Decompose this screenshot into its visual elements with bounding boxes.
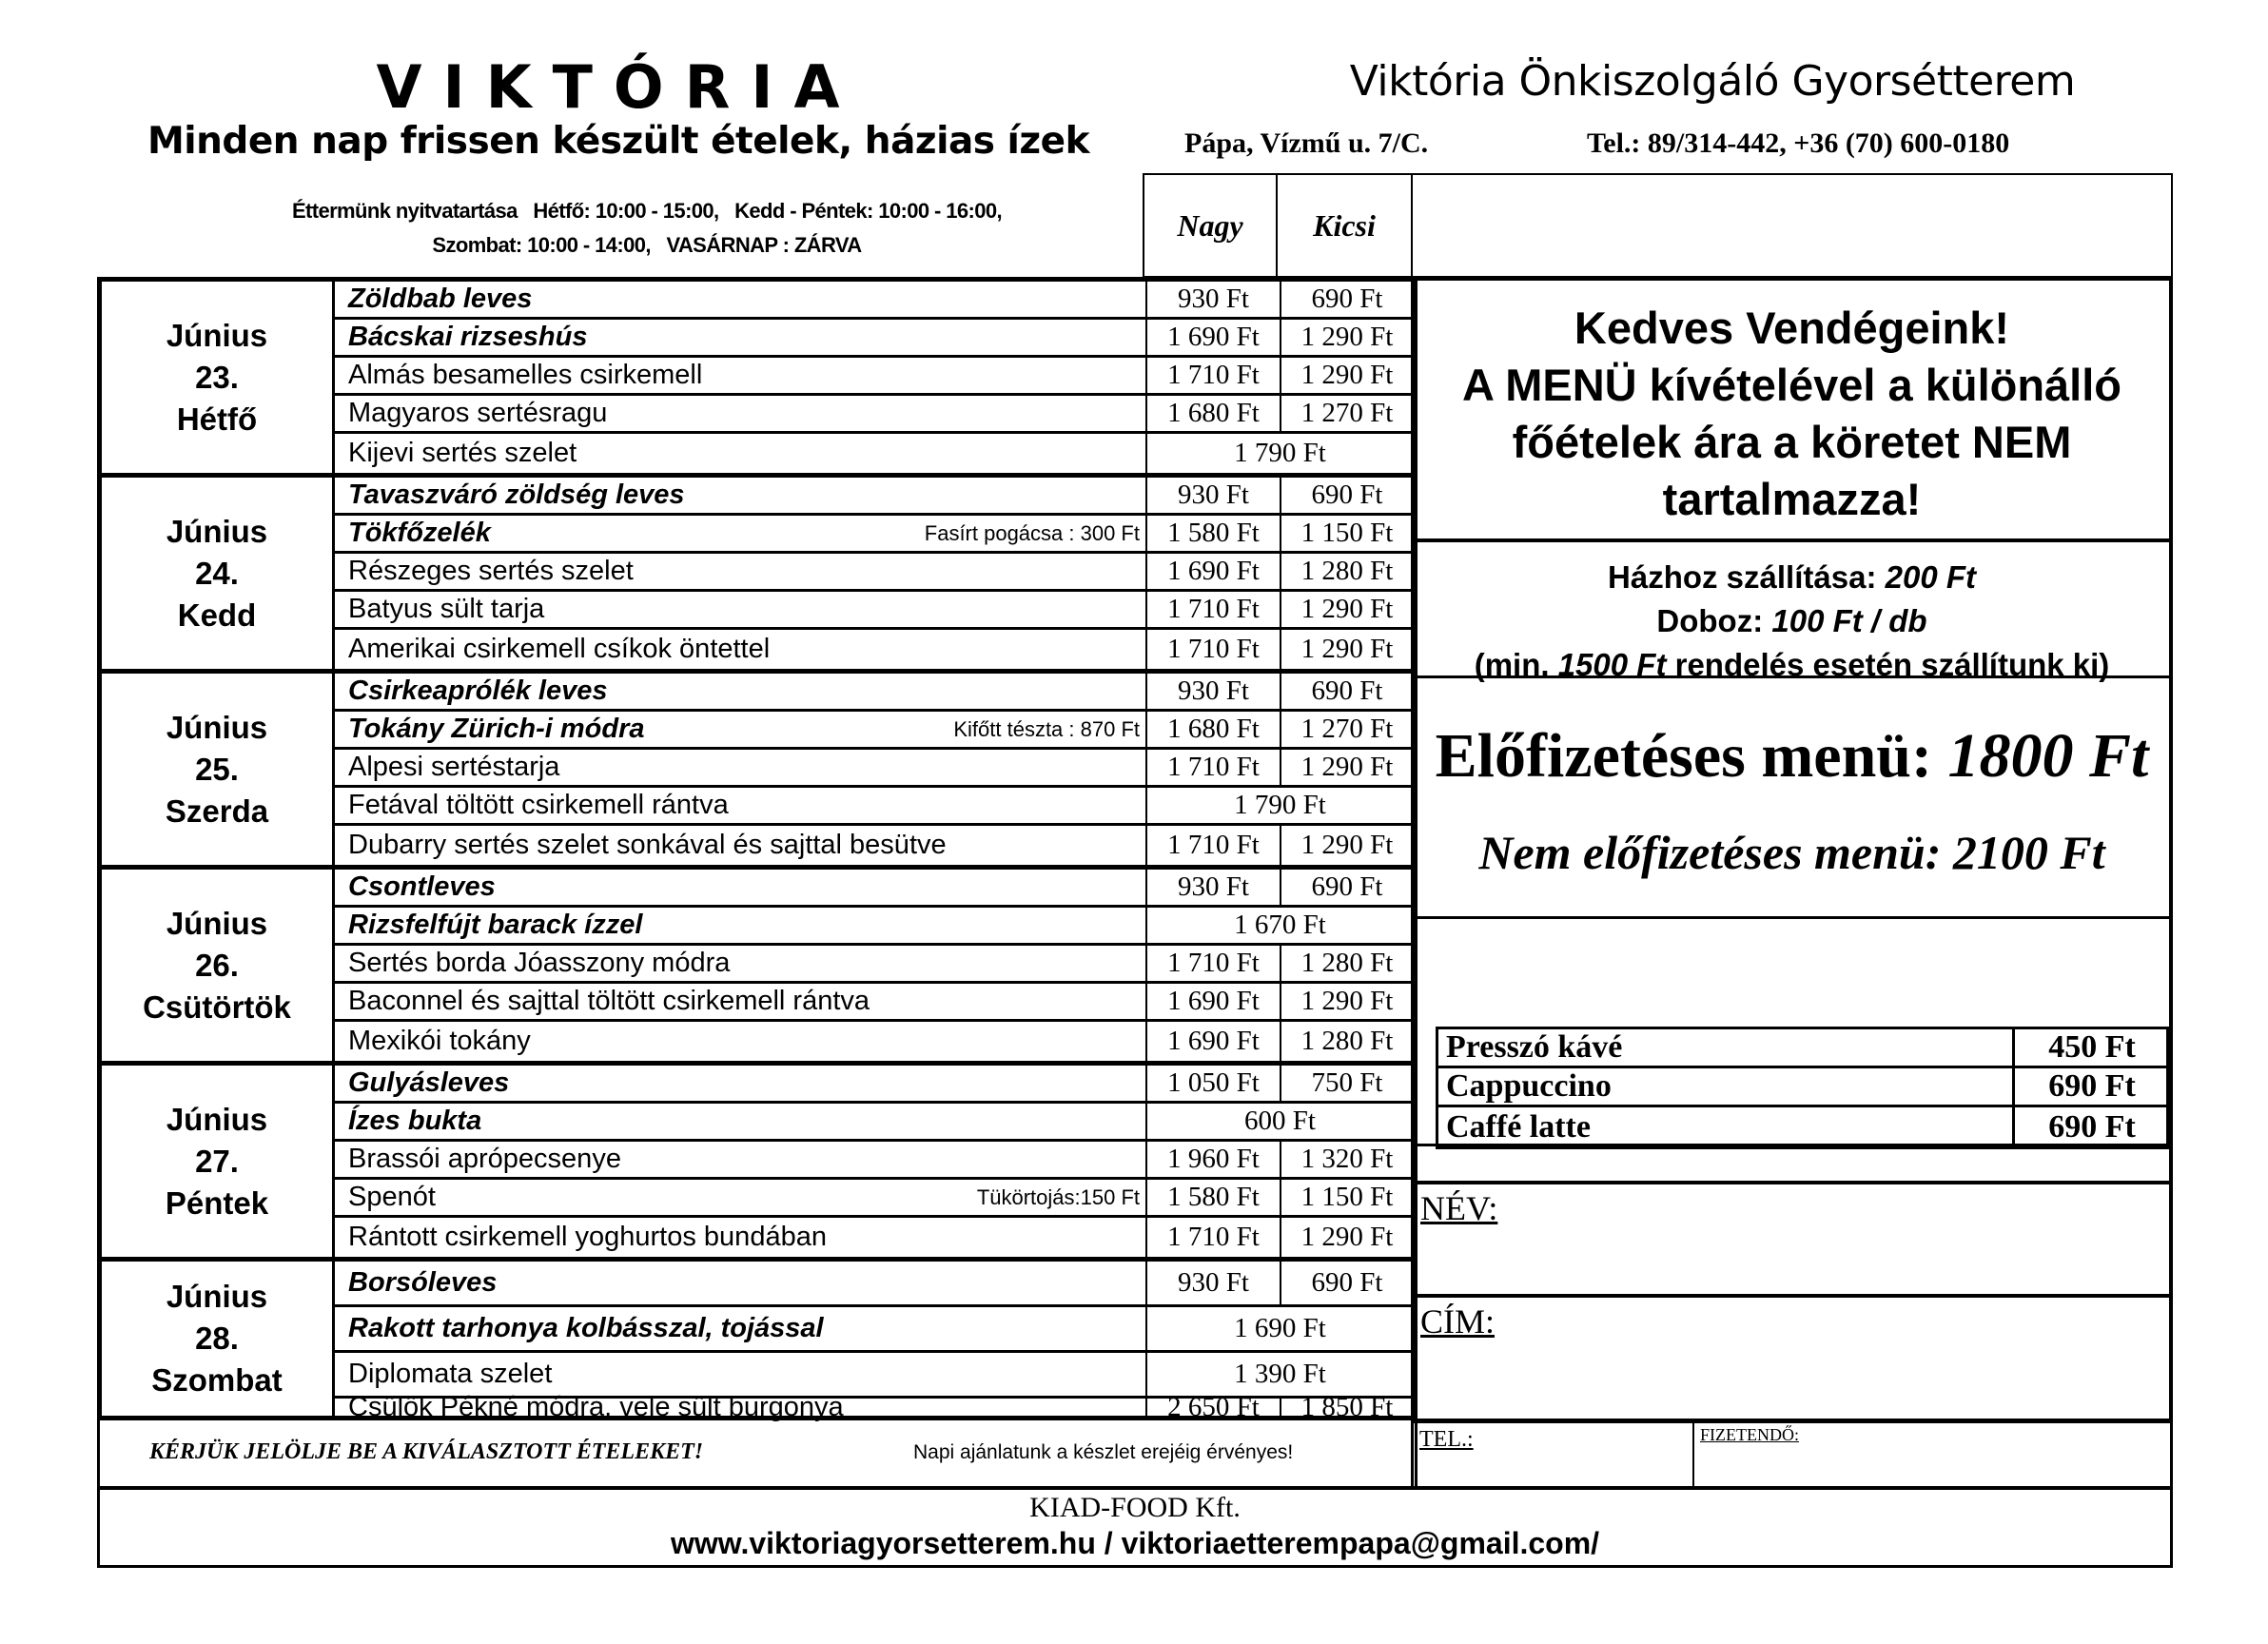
dish-name: Amerikai csirkemell csíkok öntettel bbox=[348, 634, 771, 664]
notice-box bbox=[1415, 281, 2169, 542]
order-notes bbox=[97, 1419, 1418, 1489]
subscription-price bbox=[1415, 720, 2169, 793]
menu-item-row[interactable] bbox=[335, 788, 1413, 826]
dish-name-cell bbox=[335, 516, 1147, 551]
day-block bbox=[102, 870, 1413, 1066]
day-date: 27. bbox=[195, 1143, 239, 1179]
day-month: Június bbox=[166, 905, 268, 941]
large-portion-price: 1 680 Ft bbox=[1147, 396, 1281, 431]
dish-name: Tökfőzelék bbox=[348, 518, 491, 548]
dish-name-cell bbox=[335, 826, 1147, 865]
small-portion-price: 1 290 Ft bbox=[1300, 594, 1394, 624]
day-block bbox=[102, 1262, 1413, 1422]
day-month: Június bbox=[166, 1279, 268, 1314]
menu-item-row[interactable] bbox=[335, 1180, 1413, 1218]
large-portion-price: 1 680 Ft bbox=[1147, 712, 1281, 747]
day-label bbox=[102, 1066, 335, 1257]
day-label bbox=[102, 478, 335, 669]
dish-name-cell bbox=[335, 1022, 1147, 1061]
selection-instruction: KÉRJÜK JELÖLJE BE A KIVÁLASZTOTT ÉTELEKET! bbox=[149, 1439, 704, 1464]
order-name-field[interactable] bbox=[1415, 1181, 2169, 1298]
day-block bbox=[102, 282, 1413, 478]
coffee-name: Cappuccino bbox=[1446, 1068, 1612, 1104]
dish-name: Tavaszváró zöldség leves bbox=[348, 480, 685, 510]
dish-name-cell bbox=[335, 870, 1147, 905]
menu-item-row[interactable] bbox=[335, 946, 1413, 984]
dish-name-cell bbox=[335, 358, 1147, 393]
large-portion-price: 1 710 Ft bbox=[1147, 826, 1281, 865]
coffee-price: 690 Ft bbox=[2012, 1068, 2169, 1105]
side-dish-price: Tükörtojás:150 Ft bbox=[976, 1184, 1140, 1209]
single-price: 1 670 Ft bbox=[1234, 910, 1326, 940]
minimum-order-suffix: rendelés esetén szállítunk ki) bbox=[1674, 647, 2110, 682]
dish-name-cell bbox=[335, 1142, 1147, 1177]
single-price: 1 790 Ft bbox=[1234, 790, 1326, 820]
dish-name: Brassói aprópecsenye bbox=[348, 1144, 621, 1174]
day-date: 23. bbox=[195, 359, 239, 395]
day-month: Június bbox=[166, 709, 268, 745]
small-portion-price: 1 270 Ft bbox=[1300, 714, 1394, 744]
large-portion-price: 1 710 Ft bbox=[1147, 630, 1281, 669]
menu-item-row[interactable] bbox=[335, 1218, 1413, 1257]
day-month: Június bbox=[166, 1101, 268, 1137]
dish-name-cell bbox=[335, 750, 1147, 785]
menu-item-row[interactable] bbox=[335, 908, 1413, 946]
page-footer bbox=[97, 1487, 2173, 1568]
delivery-fee bbox=[1415, 556, 2169, 599]
small-portion-price: 690 Ft bbox=[1311, 675, 1383, 706]
minimum-order-prefix: (min. bbox=[1474, 647, 1550, 682]
menu-item-row[interactable] bbox=[335, 984, 1413, 1022]
subscription-menu-box bbox=[1415, 678, 2169, 919]
large-portion-price: 1 710 Ft bbox=[1147, 750, 1281, 785]
small-portion-price: 1 290 Ft bbox=[1300, 322, 1394, 352]
coffee-row bbox=[1438, 1029, 2166, 1068]
dish-name: Borsóleves bbox=[348, 1267, 498, 1298]
small-portion-price: 1 290 Ft bbox=[1300, 752, 1394, 782]
dish-name: Fetával töltött csirkemell rántva bbox=[348, 790, 729, 820]
dish-name: Csülök Pékné módra, vele sült burgonya bbox=[348, 1391, 844, 1422]
day-block bbox=[102, 478, 1413, 674]
subscription-price-label: Előfizetéses menü: bbox=[1435, 721, 1932, 791]
large-portion-price: 930 Ft bbox=[1147, 1262, 1281, 1304]
dish-name-cell bbox=[335, 630, 1147, 669]
menu-item-row[interactable] bbox=[335, 630, 1413, 669]
small-portion-price: 1 280 Ft bbox=[1300, 1026, 1394, 1056]
dish-name: Batyus sült tarja bbox=[348, 594, 545, 624]
coffee-name: Presszó kávé bbox=[1446, 1029, 1623, 1065]
dish-name-cell bbox=[335, 554, 1147, 589]
menu-item-row[interactable] bbox=[335, 396, 1413, 434]
order-total-label: FIZETENDŐ: bbox=[1700, 1425, 1799, 1444]
subscription-price-value: 1800 Ft bbox=[1947, 721, 2149, 791]
large-portion-price: 1 580 Ft bbox=[1147, 516, 1281, 551]
large-portion-price: 1 710 Ft bbox=[1147, 1218, 1281, 1257]
dish-name-cell bbox=[335, 1307, 1147, 1350]
day-date: 26. bbox=[195, 947, 239, 983]
small-portion-price: 1 290 Ft bbox=[1300, 986, 1394, 1016]
menu-item-row[interactable] bbox=[335, 478, 1413, 516]
notice-line-2: A MENÜ kívételével a különálló bbox=[1461, 360, 2122, 410]
dish-name: Rakott tarhonya kolbásszal, tojással bbox=[348, 1313, 824, 1343]
dish-name-cell bbox=[335, 788, 1147, 823]
large-portion-price: 1 710 Ft bbox=[1147, 946, 1281, 981]
menu-item-row[interactable] bbox=[335, 282, 1413, 320]
menu-item-row[interactable] bbox=[335, 750, 1413, 788]
small-portion-price: 690 Ft bbox=[1311, 871, 1383, 902]
dish-name-cell bbox=[335, 1391, 1147, 1422]
day-label bbox=[102, 282, 335, 473]
box-fee bbox=[1415, 599, 2169, 643]
small-portion-price: 1 150 Ft bbox=[1300, 518, 1394, 548]
large-portion-price: 930 Ft bbox=[1147, 674, 1281, 709]
coffee-row bbox=[1438, 1107, 2166, 1146]
single-price: 1 790 Ft bbox=[1234, 438, 1326, 468]
dish-name-cell bbox=[335, 1262, 1147, 1304]
large-portion-price: 930 Ft bbox=[1147, 478, 1281, 513]
coffee-price-list bbox=[1436, 1027, 2169, 1149]
dish-name: Részeges sertés szelet bbox=[348, 556, 634, 586]
dish-name: Tokány Zürich-i módra bbox=[348, 714, 645, 744]
info-panel bbox=[1411, 277, 2173, 1422]
small-portion-price: 1 290 Ft bbox=[1300, 830, 1394, 860]
dish-name: Kijevi sertés szelet bbox=[348, 438, 577, 468]
restaurant-address: Pápa, Vízmű u. 7/C. bbox=[1184, 127, 1429, 159]
order-name-label: NÉV: bbox=[1420, 1189, 1498, 1227]
small-portion-price: 1 280 Ft bbox=[1300, 556, 1394, 586]
large-portion-price: 1 690 Ft bbox=[1147, 320, 1281, 355]
menu-item-row[interactable] bbox=[335, 1262, 1413, 1307]
day-label bbox=[102, 1262, 335, 1416]
small-portion-price: 1 280 Ft bbox=[1300, 948, 1394, 978]
small-portion-price: 1 290 Ft bbox=[1300, 360, 1394, 390]
day-label bbox=[102, 674, 335, 865]
coffee-row bbox=[1438, 1068, 2166, 1107]
box-fee-value: 100 Ft / db bbox=[1771, 603, 1927, 638]
delivery-fee-value: 200 Ft bbox=[1885, 559, 1976, 595]
dish-name: Diplomata szelet bbox=[348, 1359, 553, 1389]
menu-item-row[interactable] bbox=[335, 1066, 1413, 1104]
dish-name: Ízes bukta bbox=[348, 1106, 482, 1136]
opening-hours-line-1: Éttermünk nyitvatartása Hétfő: 10:00 - 15:00, Kedd - Péntek: 10:00 - 16:00, bbox=[291, 199, 1003, 223]
dish-name: Alpesi sertéstarja bbox=[348, 752, 560, 782]
day-block bbox=[102, 1066, 1413, 1262]
menu-item-row[interactable] bbox=[335, 320, 1413, 358]
menu-item-row[interactable] bbox=[335, 554, 1413, 592]
small-portion-price: 750 Ft bbox=[1311, 1067, 1383, 1098]
order-total-field[interactable] bbox=[1692, 1420, 2173, 1489]
dish-name-cell bbox=[335, 592, 1147, 627]
dish-name: Magyaros sertésragu bbox=[348, 398, 608, 428]
dish-name-cell bbox=[335, 1218, 1147, 1257]
weekly-menu-table bbox=[97, 277, 1418, 1420]
notice-line-4: tartalmazza! bbox=[1662, 474, 1922, 524]
menu-item-row[interactable] bbox=[335, 826, 1413, 865]
large-portion-price: 930 Ft bbox=[1147, 282, 1281, 317]
single-price: 1 390 Ft bbox=[1234, 1359, 1326, 1389]
menu-item-row[interactable] bbox=[335, 870, 1413, 908]
menu-item-row[interactable] bbox=[335, 358, 1413, 396]
day-month: Június bbox=[166, 513, 268, 549]
opening-hours-line-2: Szombat: 10:00 - 14:00, VASÁRNAP : ZÁRVA bbox=[432, 233, 862, 257]
small-portion-price: 1 320 Ft bbox=[1300, 1144, 1394, 1174]
delivery-fee-label: Házhoz szállítása: bbox=[1608, 559, 1877, 595]
coffee-price: 690 Ft bbox=[2012, 1107, 2169, 1146]
menu-item-row[interactable] bbox=[335, 1104, 1413, 1142]
box-fee-label: Doboz: bbox=[1656, 603, 1764, 638]
dish-name-cell bbox=[335, 1180, 1147, 1215]
small-portion-price: 1 290 Ft bbox=[1300, 634, 1394, 664]
coffee-name: Caffé latte bbox=[1446, 1108, 1591, 1145]
large-portion-price: 2 650 Ft bbox=[1147, 1399, 1281, 1416]
dish-name: Almás besamelles csirkemell bbox=[348, 360, 703, 390]
order-phone-field[interactable] bbox=[1411, 1420, 1694, 1489]
day-weekday: Szerda bbox=[165, 793, 269, 829]
large-portion-price: 1 710 Ft bbox=[1147, 592, 1281, 627]
day-weekday: Csütörtök bbox=[143, 988, 291, 1025]
large-portion-price: 1 050 Ft bbox=[1147, 1066, 1281, 1101]
day-date: 25. bbox=[195, 751, 239, 787]
day-label bbox=[102, 870, 335, 1061]
menu-item-row[interactable] bbox=[335, 592, 1413, 630]
dish-name-cell bbox=[335, 1353, 1147, 1396]
single-price: 600 Ft bbox=[1244, 1106, 1316, 1136]
large-portion-price: 1 690 Ft bbox=[1147, 984, 1281, 1019]
day-month: Június bbox=[166, 317, 268, 353]
dish-name: Rántott csirkemell yoghurtos bundában bbox=[348, 1222, 827, 1252]
day-weekday: Péntek bbox=[165, 1184, 269, 1221]
dish-name-cell bbox=[335, 1066, 1147, 1101]
company-name: KIAD-FOOD Kft. bbox=[1029, 1492, 1241, 1523]
small-portion-price: 1 850 Ft bbox=[1300, 1391, 1394, 1422]
dish-name-cell bbox=[335, 282, 1147, 317]
order-address-field[interactable] bbox=[1415, 1298, 2169, 1422]
menu-item-row[interactable] bbox=[335, 1022, 1413, 1061]
dish-name: Csontleves bbox=[348, 871, 496, 902]
menu-item-row[interactable] bbox=[335, 1307, 1413, 1353]
large-portion-price: 1 710 Ft bbox=[1147, 358, 1281, 393]
dish-name: Dubarry sertés szelet sonkával és sajttal besütve bbox=[348, 830, 947, 860]
small-portion-price: 1 150 Ft bbox=[1300, 1182, 1394, 1212]
minimum-order-value: 1500 Ft bbox=[1557, 647, 1667, 682]
dish-name-cell bbox=[335, 946, 1147, 981]
day-date: 24. bbox=[195, 555, 239, 591]
dish-name: Zöldbab leves bbox=[348, 284, 533, 314]
restaurant-title: VIKTÓRIA bbox=[376, 52, 861, 122]
large-portion-price: 1 960 Ft bbox=[1147, 1142, 1281, 1177]
dish-name-cell bbox=[335, 320, 1147, 355]
dish-name: Sertés borda Jóasszony módra bbox=[348, 948, 731, 978]
small-portion-price: 690 Ft bbox=[1311, 1267, 1383, 1298]
contact-links[interactable]: www.viktoriagyorsetterem.hu / viktoriaetterempapa@gmail.com/ bbox=[670, 1526, 1600, 1560]
column-header-large: Nagy bbox=[1143, 173, 1278, 278]
dish-name-cell bbox=[335, 908, 1147, 943]
dish-name: Rizsfelfújt barack ízzel bbox=[348, 910, 643, 940]
column-header-small: Kicsi bbox=[1276, 173, 1413, 278]
coffee-price: 450 Ft bbox=[2012, 1029, 2169, 1066]
menu-item-row[interactable] bbox=[335, 1391, 1413, 1422]
small-portion-price: 1 290 Ft bbox=[1300, 1222, 1394, 1252]
restaurant-full-name: Viktória Önkiszolgáló Gyorsétterem bbox=[1349, 57, 2076, 106]
day-weekday: Szombat bbox=[151, 1362, 283, 1398]
large-portion-price: 1 690 Ft bbox=[1147, 554, 1281, 589]
large-portion-price: 1 690 Ft bbox=[1147, 1022, 1281, 1061]
small-portion-price: 690 Ft bbox=[1311, 284, 1383, 314]
dish-name: Gulyásleves bbox=[348, 1067, 510, 1098]
coffee-spacer bbox=[1415, 1144, 2169, 1184]
day-weekday: Kedd bbox=[177, 597, 257, 633]
small-portion-price: 690 Ft bbox=[1311, 480, 1383, 510]
side-dish-price: Fasírt pogácsa : 300 Ft bbox=[924, 520, 1140, 545]
day-weekday: Hétfő bbox=[176, 401, 258, 437]
header-blank-cell bbox=[1411, 173, 2173, 278]
dish-name-cell bbox=[335, 478, 1147, 513]
dish-name-cell bbox=[335, 712, 1147, 747]
small-portion-price: 1 270 Ft bbox=[1300, 398, 1394, 428]
dish-name-cell bbox=[335, 396, 1147, 431]
order-address-label: CÍM: bbox=[1420, 1302, 1496, 1341]
order-phone-label: TEL.: bbox=[1419, 1427, 1474, 1452]
non-subscription-price: Nem előfizetéses menü: 2100 Ft bbox=[1478, 826, 2105, 879]
dish-name-cell bbox=[335, 674, 1147, 709]
notice-line-3: főételek ára a köretet NEM bbox=[1512, 417, 2072, 467]
menu-item-row[interactable] bbox=[335, 516, 1413, 554]
dish-name-cell bbox=[335, 1104, 1147, 1139]
side-dish-price: Kifőtt tészta : 870 Ft bbox=[953, 716, 1140, 741]
dish-name: Csirkeaprólék leves bbox=[348, 675, 608, 706]
dish-name: Spenót bbox=[348, 1182, 436, 1212]
large-portion-price: 930 Ft bbox=[1147, 870, 1281, 905]
opening-hours bbox=[190, 194, 1104, 263]
dish-name-cell bbox=[335, 434, 1147, 473]
availability-note: Napi ajánlatunk a készlet erejéig érvényes! bbox=[913, 1441, 1294, 1463]
delivery-info bbox=[1415, 542, 2169, 682]
restaurant-phone: Tel.: 89/314-442, +36 (70) 600-0180 bbox=[1587, 127, 2010, 159]
menu-item-row[interactable] bbox=[335, 434, 1413, 473]
single-price: 1 690 Ft bbox=[1234, 1313, 1326, 1343]
menu-item-row[interactable] bbox=[335, 712, 1413, 750]
day-block bbox=[102, 674, 1413, 870]
dish-name: Bácskai rizseshús bbox=[348, 322, 588, 352]
restaurant-slogan: Minden nap frissen készült ételek, házias ízek bbox=[147, 120, 1090, 163]
menu-item-row[interactable] bbox=[335, 1142, 1413, 1180]
dish-name: Mexikói tokány bbox=[348, 1026, 531, 1056]
large-portion-price: 1 580 Ft bbox=[1147, 1180, 1281, 1215]
day-date: 28. bbox=[195, 1321, 239, 1356]
notice-line-1: Kedves Vendégeink! bbox=[1574, 303, 2010, 353]
dish-name: Baconnel és sajttal töltött csirkemell rántva bbox=[348, 986, 870, 1016]
menu-item-row[interactable] bbox=[335, 674, 1413, 712]
dish-name-cell bbox=[335, 984, 1147, 1019]
